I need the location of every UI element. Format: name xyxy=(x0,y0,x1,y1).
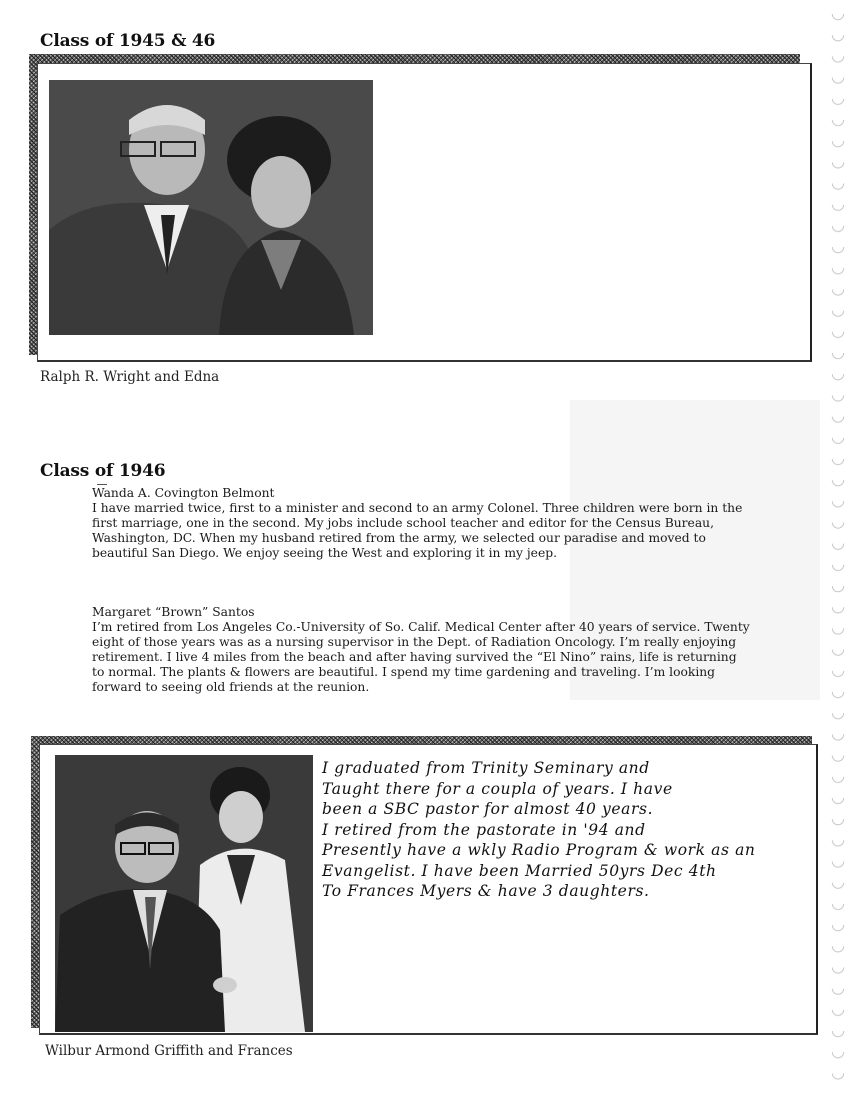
alumni-name: Margaret “Brown” Santos xyxy=(92,605,255,619)
couple-portrait-illustration xyxy=(55,755,313,1032)
photo-wilbur-griffith-and-frances xyxy=(55,755,313,1032)
photo-panel-wright xyxy=(37,63,812,362)
alumni-bio: I have married twice, first to a minister and second to an army Colonel. Three children were born in the first marriage, one in the second. My jobs include school teacher and editor for the Census Bureau, Washington, DC. When my husband retired from the army, we selected our paradise and moved to beautiful San Diego. We enjoy seeing the West and exploring it in my jeep. xyxy=(92,501,743,560)
section-heading-class-1945-46: Class of 1945 & 46 xyxy=(40,31,216,51)
alumni-bio: I’m retired from Los Angeles Co.-University of So. Calif. Medical Center after 40 years of service. Twenty eight of those years was as a nursing supervisor in the Dept. of Radiation Oncology. I’m really enjoying retirement. I live 4 miles from the beach and after having survived the “El Nino” rains, life is returning to normal. The plants & flowers are beautiful. I spend my time gardening and traveling. I’m looking forward to seeing old friends at the reunion. xyxy=(92,620,750,694)
photo-caption-wright: Ralph R. Wright and Edna xyxy=(40,369,220,385)
photo-caption-griffith: Wilbur Armond Griffith and Frances xyxy=(45,1043,293,1059)
handwritten-note: I graduated from Trinity Seminary and Taught there for a coupla of years. I have been a SBC pastor for almost 40 years. I retired from the pastorate in '94 and Presently have a wkly Radio Program & work as an Evangelist. I have been Married 50yrs Dec 4th To Frances Myers & have 3 daughters. xyxy=(322,759,756,900)
couple-portrait-illustration xyxy=(49,80,373,335)
stray-mark xyxy=(97,484,107,485)
alumni-entry xyxy=(92,486,752,561)
alumni-name: Wanda A. Covington Belmont xyxy=(92,486,275,500)
photo-ralph-wright-and-edna xyxy=(49,80,373,335)
section-heading-class-1946: Class of 1946 xyxy=(40,461,166,481)
binding-holes xyxy=(830,10,846,1090)
alumni-entry xyxy=(92,605,752,695)
